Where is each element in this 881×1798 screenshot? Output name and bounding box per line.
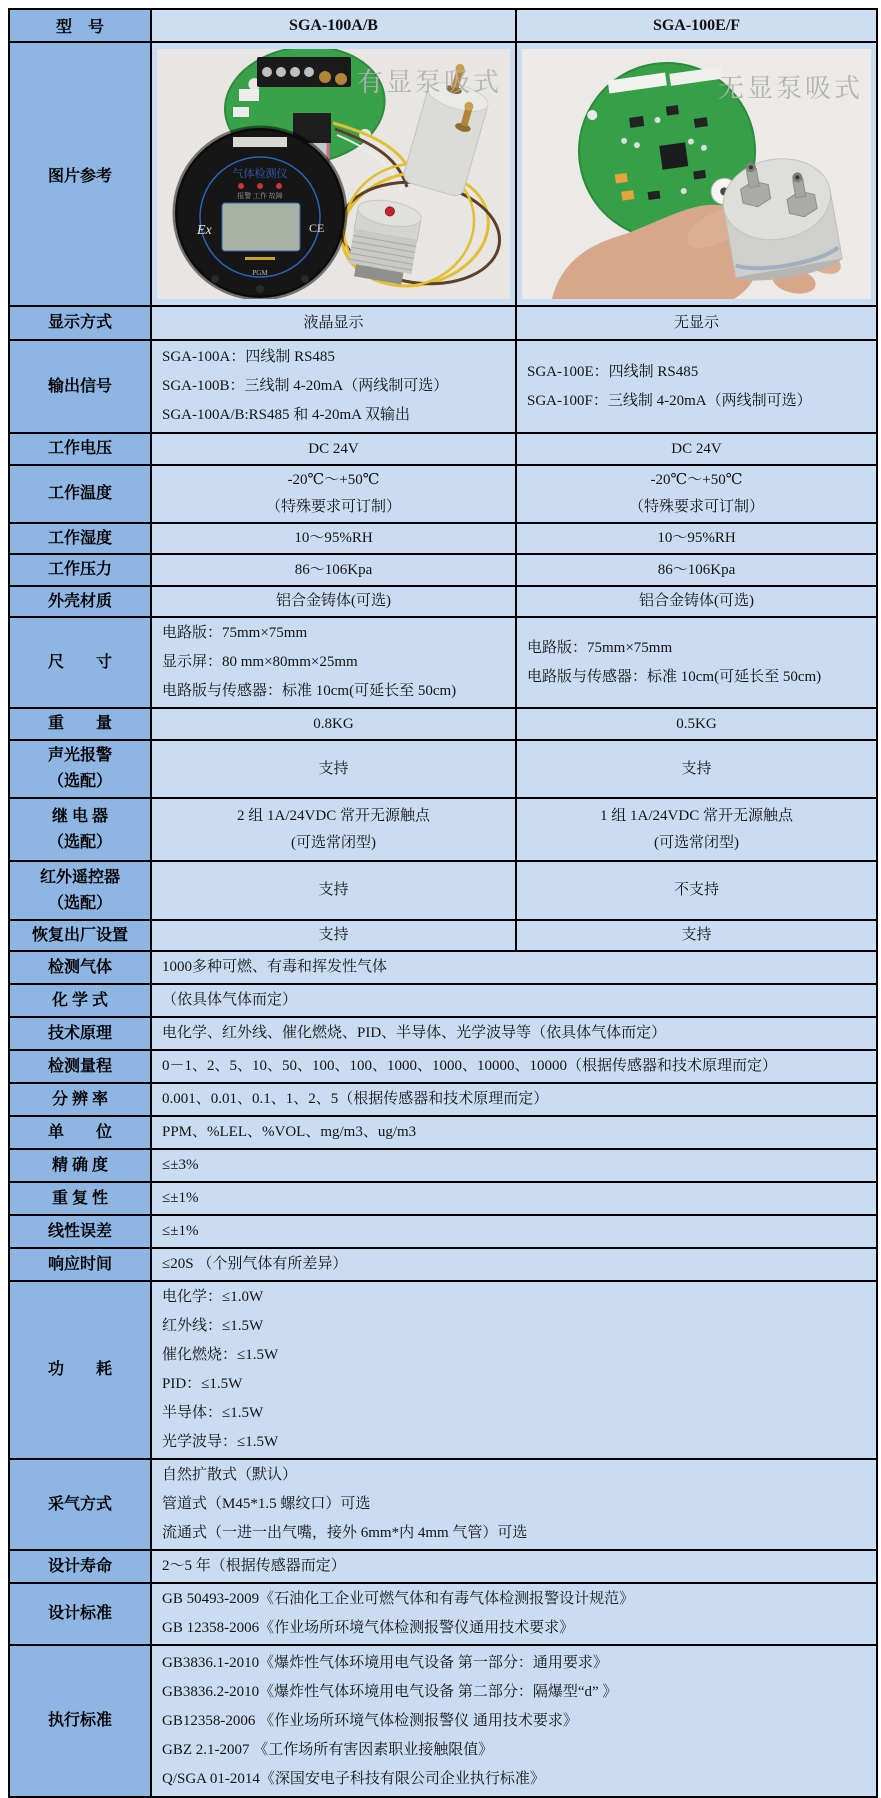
cell-ir-remote-left [151, 861, 516, 920]
label-line: 功 耗 [47, 1361, 112, 1378]
label-line: （选配） [47, 894, 112, 912]
cell-temperature-left [151, 465, 516, 523]
cell-shell-left [151, 586, 516, 617]
value-line: SGA-100F：三线制 4-20mA（两线制可选） [527, 392, 812, 409]
row-response [9, 1248, 877, 1281]
value-line: GB3836.1-2010《爆炸性气体环境用电气设备 第一部分：通用要求》 [162, 1654, 608, 1671]
row-lifetime [9, 1550, 877, 1583]
cell-pressure-right [516, 554, 877, 586]
label-line: 分 辨 率 [51, 1090, 108, 1108]
value-line: 0.001、0.01、0.1、1、2、5（根据传感器和技术原理而定） [162, 1091, 549, 1107]
value-line: DC 24V [671, 440, 722, 457]
value-line: ≤±3% [162, 1157, 199, 1173]
row-power [9, 1281, 877, 1459]
row-av-alarm [9, 740, 877, 798]
label-line: 采气方式 [47, 1495, 112, 1513]
product-photo-left [157, 49, 510, 299]
row-range [9, 1050, 877, 1083]
value-line: （特殊要求可订制） [628, 499, 764, 515]
row-exec-standard [9, 1645, 877, 1797]
label-line: 尺 寸 [47, 653, 112, 671]
row-label-output-signal [9, 340, 151, 433]
value-line: 0－1、2、5、10、50、100、100、1000、1000、10000、10000（根据传感器和技术原理而定） [162, 1058, 778, 1074]
value-line: GB 12358-2006《作业场所环境气体检测报警仪通用技术要求》 [162, 1620, 575, 1636]
row-display [9, 306, 877, 340]
cell-display-right [516, 306, 877, 340]
ex-mark: Ex [197, 223, 212, 238]
row-label-linearity [9, 1215, 151, 1248]
row-output-signal [9, 340, 877, 433]
label-line: 重 量 [47, 715, 112, 732]
row-accuracy [9, 1149, 877, 1182]
label-line: 继 电 器 [51, 807, 108, 825]
value-line: -20℃～+50℃ [650, 472, 743, 488]
value-line: 自然扩散式（默认） [162, 1467, 298, 1483]
watermark-right: 无显泵吸式 [717, 74, 863, 103]
value-line: 红外线：≤1.5W [162, 1318, 264, 1334]
cell-dimensions-right [516, 617, 877, 708]
label-line: 恢复出厂设置 [31, 926, 128, 944]
label-line: 设计寿命 [47, 1557, 112, 1575]
model-a-cell: SGA-100A/B [151, 9, 516, 42]
row-pressure [9, 554, 877, 586]
value-line: ≤±1% [162, 1190, 199, 1206]
label-line: （选配） [47, 773, 112, 790]
cell-relay-right [516, 798, 877, 861]
cell-pressure-left [151, 554, 516, 586]
value-line: 铝合金铸体(可选) [276, 593, 391, 609]
cell-dimensions-left [151, 617, 516, 708]
value-line: 电路版：75mm×75mm [162, 625, 308, 641]
value-line: SGA-100A/B:RS485 和 4-20mA 双输出 [162, 407, 410, 423]
cell-unit [151, 1116, 877, 1149]
cell-design-standard [151, 1583, 877, 1645]
row-label-gases [9, 951, 151, 984]
cell-output-signal-right [516, 340, 877, 433]
label-line: 重 复 性 [51, 1189, 108, 1207]
row-label-power [9, 1281, 151, 1459]
row-label-humidity [9, 523, 151, 554]
label-line: （选配） [47, 833, 112, 851]
value-line: 1000多种可燃、有毒和挥发性气体 [162, 959, 388, 975]
value-line: SGA-100B：三线制 4-20mA（两线制可选） [162, 378, 449, 394]
gauge-led-labels: 报警 工作 故障 [237, 192, 283, 200]
row-label-range [9, 1050, 151, 1083]
cell-linearity [151, 1215, 877, 1248]
value-line: 无显示 [673, 314, 719, 331]
row-label-resolution [9, 1083, 151, 1116]
pgm-label: PGM [252, 269, 268, 277]
row-label-voltage [9, 433, 151, 465]
value-line: 电化学、红外线、催化燃烧、PID、半导体、光学波导等（依具体气体而定） [162, 1025, 667, 1041]
row-label-temperature [9, 465, 151, 523]
product-photo-right [522, 49, 871, 299]
cell-gases [151, 951, 877, 984]
value-line: 0.8KG [313, 715, 354, 732]
value-line: 2～5 年（根据传感器而定） [162, 1558, 346, 1574]
value-line: 光学波导：≤1.5W [162, 1434, 279, 1450]
spec-sheet [8, 8, 876, 1798]
label-line: 工作湿度 [47, 529, 112, 547]
value-line: PID：≤1.5W [162, 1376, 243, 1392]
cell-ir-remote-right [516, 861, 877, 920]
row-label-ir-remote [9, 861, 151, 920]
value-line: SGA-100A：四线制 RS485 [162, 349, 335, 365]
value-line: 2 组 1A/24VDC 常开无源触点 [237, 807, 430, 824]
label-line: 响应时间 [47, 1255, 112, 1273]
cell-accuracy [151, 1149, 877, 1182]
row-label-repeatability [9, 1182, 151, 1215]
watermark-left: 有显泵吸式 [356, 68, 502, 97]
row-chemical [9, 984, 877, 1017]
value-line: 显示屏：80 mm×80mm×25mm [162, 654, 358, 670]
row-label-chemical [9, 984, 151, 1017]
row-label-response [9, 1248, 151, 1281]
row-label-display [9, 306, 151, 340]
header-row [9, 9, 877, 42]
product-photo-right-cell [516, 42, 877, 306]
lcd-screen [222, 203, 300, 251]
cell-exec-standard [151, 1645, 877, 1797]
label-line: 检测量程 [47, 1057, 112, 1075]
value-line: 不支持 [673, 882, 719, 898]
cell-humidity-left [151, 523, 516, 554]
value-line: 电路版与传感器：标准 10cm(可延长至 50cm) [527, 668, 822, 685]
value-line: DC 24V [308, 440, 359, 457]
value-line: 10～95%RH [657, 530, 736, 546]
value-line: (可选常闭型) [654, 834, 739, 851]
value-line: （特殊要求可订制） [265, 499, 401, 515]
row-label-accuracy [9, 1149, 151, 1182]
row-design-standard [9, 1583, 877, 1645]
cell-humidity-right [516, 523, 877, 554]
cell-weight-right [516, 708, 877, 740]
gauge-head [175, 128, 345, 298]
label-line: 设计标准 [47, 1605, 112, 1622]
label-line: 精 确 度 [51, 1156, 108, 1174]
row-label-av-alarm [9, 740, 151, 798]
label-line: 红外遥控器 [39, 868, 120, 886]
value-line: 电路版与传感器：标准 10cm(可延长至 50cm) [162, 683, 457, 699]
row-ir-remote [9, 861, 877, 920]
cell-factory-reset-right [516, 920, 877, 951]
row-shell [9, 586, 877, 617]
cell-chemical [151, 984, 877, 1017]
value-line: 流通式（一进一出气嘴，接外 6mm*内 4mm 气管）可选 [162, 1525, 528, 1541]
row-sampling [9, 1459, 877, 1550]
value-line: 管道式（M45*1.5 螺纹口）可选 [162, 1496, 371, 1512]
value-line: Q/SGA 01-2014《深国安电子科技有限公司企业执行标准》 [162, 1770, 545, 1787]
cell-factory-reset-left [151, 920, 516, 951]
cell-power [151, 1281, 877, 1459]
cell-response [151, 1248, 877, 1281]
row-resolution [9, 1083, 877, 1116]
label-line: 显示方式 [47, 314, 112, 331]
value-line: 0.5KG [676, 715, 717, 732]
value-line: GB12358-2006 《作业场所环境气体检测报警仪 通用技术要求》 [162, 1712, 578, 1729]
value-line: 液晶显示 [303, 314, 364, 331]
row-label-weight [9, 708, 151, 740]
cell-sampling [151, 1459, 877, 1550]
row-repeatability [9, 1182, 877, 1215]
value-line: GB 50493-2009《石油化工企业可燃气体和有毒气体检测报警设计规范》 [162, 1591, 635, 1607]
label-line: 输出信号 [47, 377, 112, 395]
label-line: 外壳材质 [47, 592, 112, 610]
value-line: 电路版：75mm×75mm [527, 639, 673, 656]
label-line: 化 学 式 [51, 991, 108, 1009]
cell-temperature-right [516, 465, 877, 523]
product-photo-left-cell [151, 42, 516, 306]
value-line: 1 组 1A/24VDC 常开无源触点 [600, 807, 793, 824]
cell-voltage-right [516, 433, 877, 465]
cell-principle [151, 1017, 877, 1050]
row-humidity [9, 523, 877, 554]
model-b-cell: SGA-100E/F [516, 9, 877, 42]
model-label-cell: 型 号 [9, 9, 151, 42]
label-line: 工作温度 [47, 485, 112, 502]
row-weight [9, 708, 877, 740]
value-line: 支持 [318, 882, 349, 898]
label-line: 技术原理 [47, 1024, 112, 1042]
row-factory-reset [9, 920, 877, 951]
row-relay [9, 798, 877, 861]
row-label-principle [9, 1017, 151, 1050]
ce-mark: CE [309, 221, 325, 235]
photo-row-label: 图片参考 [9, 42, 151, 306]
row-dimensions [9, 617, 877, 708]
value-line: （依具体气体而定） [162, 992, 298, 1008]
value-line: 支持 [318, 927, 349, 943]
cell-repeatability [151, 1182, 877, 1215]
value-line: ≤20S （个别气体有所差异） [162, 1256, 348, 1272]
row-voltage [9, 433, 877, 465]
label-line: 执行标准 [47, 1712, 112, 1729]
row-label-shell [9, 586, 151, 617]
row-label-dimensions [9, 617, 151, 708]
label-line: 线性误差 [47, 1222, 112, 1240]
row-unit [9, 1116, 877, 1149]
row-label-relay [9, 798, 151, 861]
row-label-unit [9, 1116, 151, 1149]
row-label-exec-standard [9, 1645, 151, 1797]
cell-lifetime [151, 1550, 877, 1583]
row-principle [9, 1017, 877, 1050]
value-line: 铝合金铸体(可选) [639, 593, 754, 609]
cell-relay-left [151, 798, 516, 861]
value-line: ≤±1% [162, 1223, 199, 1239]
cell-voltage-left [151, 433, 516, 465]
cell-output-signal-left [151, 340, 516, 433]
cell-display-left [151, 306, 516, 340]
spec-table [8, 8, 878, 1798]
row-label-design-standard [9, 1583, 151, 1645]
row-label-sampling [9, 1459, 151, 1550]
row-temperature [9, 465, 877, 523]
row-label-factory-reset [9, 920, 151, 951]
photo-row [9, 42, 877, 306]
value-line: 86～106Kpa [657, 561, 736, 578]
label-line: 检测气体 [47, 958, 112, 976]
cell-weight-left [151, 708, 516, 740]
label-line: 单 位 [47, 1123, 112, 1141]
value-line: 半导体：≤1.5W [162, 1405, 264, 1421]
value-line: (可选常闭型) [291, 834, 376, 851]
value-line: 支持 [681, 927, 712, 943]
value-line: 电化学：≤1.0W [162, 1289, 264, 1305]
sensor-cylinder [346, 196, 423, 286]
value-line: 支持 [318, 760, 349, 777]
row-label-pressure [9, 554, 151, 586]
cell-av-alarm-right [516, 740, 877, 798]
value-line: GB3836.2-2010《爆炸性气体环境用电气设备 第二部分：隔爆型“d” 》 [162, 1683, 618, 1700]
row-label-lifetime [9, 1550, 151, 1583]
cell-shell-right [516, 586, 877, 617]
gauge-title: 气体检测仪 [232, 168, 288, 180]
value-line: -20℃～+50℃ [287, 472, 380, 488]
label-line: 声光报警 [47, 747, 112, 764]
label-line: 工作电压 [47, 440, 112, 457]
value-line: 催化燃烧：≤1.5W [162, 1347, 279, 1363]
value-line: GBZ 2.1-2007 《工作场所有害因素职业接触限值》 [162, 1741, 494, 1758]
value-line: 支持 [681, 760, 712, 777]
cell-resolution [151, 1083, 877, 1116]
cell-range [151, 1050, 877, 1083]
row-linearity [9, 1215, 877, 1248]
value-line: 86～106Kpa [294, 561, 373, 578]
cell-av-alarm-left [151, 740, 516, 798]
label-line: 工作压力 [47, 561, 112, 578]
value-line: PPM、%LEL、%VOL、mg/m3、ug/m3 [162, 1124, 417, 1140]
value-line: 10～95%RH [294, 530, 373, 546]
row-gases [9, 951, 877, 984]
value-line: SGA-100E：四线制 RS485 [527, 363, 699, 380]
